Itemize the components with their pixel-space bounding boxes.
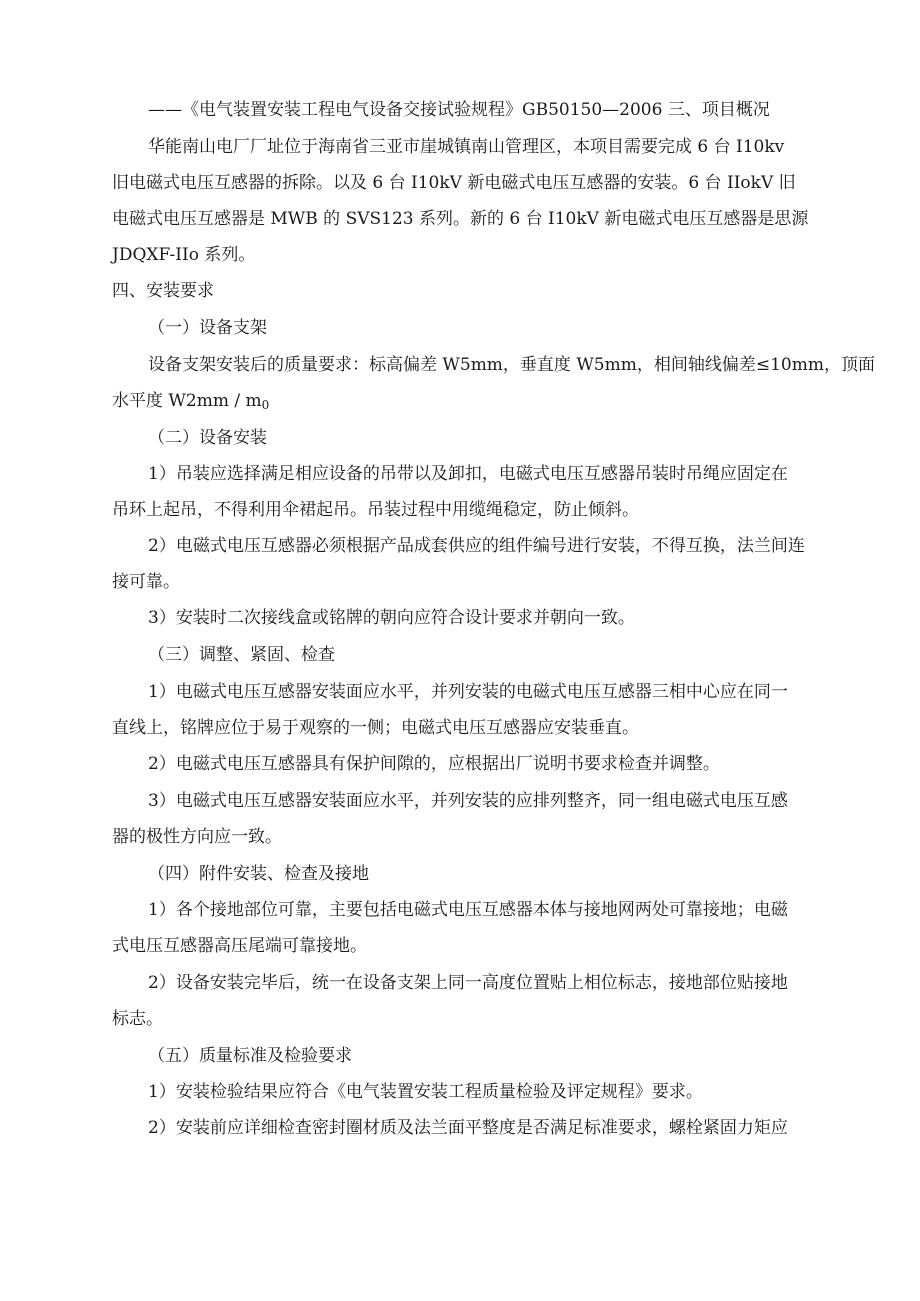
paragraph-line: 3）安装时二次接线盒或铭牌的朝向应符合设计要求并朝向一致。 (148, 608, 635, 628)
paragraph-line: 2）设备安装完毕后，统一在设备支架上同一高度位置贴上相位标志，接地部位贴接地 (148, 973, 788, 993)
subsection-heading: （四）附件安装、检查及接地 (148, 864, 369, 884)
subsection-heading: （三）调整、紧固、检查 (148, 645, 335, 665)
overview-paragraph-line-3: 电磁式电压互感器是 MWB 的 SVS123 系列。新的 6 台 I10kV 新电磁式电压互感器是思源 (112, 209, 809, 229)
text-run: 水平度 W2mm / m (112, 391, 262, 411)
paragraph-line: 3）电磁式电压互感器安装面应水平，并列安装的应排列整齐，同一组电磁式电压互感 (148, 791, 788, 811)
paragraph-line: 吊环上起吊，不得利用伞裙起吊。吊装过程中用缆绳稳定，防止倾斜。 (112, 500, 639, 520)
subsection-heading: （一）设备支架 (148, 318, 267, 338)
section-heading: 四、安装要求 (112, 281, 214, 301)
subsection-heading: （五）质量标准及检验要求 (148, 1046, 352, 1066)
reference-line: ——《电气装置安装工程电气设备交接试验规程》GB50150—2006 三、项目概况 (148, 100, 770, 120)
paragraph-line: 1）安装检验结果应符合《电气装置安装工程质量检验及评定规程》要求。 (148, 1082, 703, 1102)
paragraph-line: 1）电磁式电压互感器安装面应水平，并列安装的电磁式电压互感器三相中心应在同一 (148, 682, 788, 702)
overview-paragraph-line-1: 华能南山电厂厂址位于海南省三亚市崖城镇南山管理区，本项目需要完成 6 台 I10kv (148, 137, 785, 157)
paragraph-line: 器的极性方向应一致。 (112, 827, 282, 847)
subscript: 0 (261, 398, 270, 412)
paragraph-line: 设备支架安装后的质量要求：标高偏差 W5mm，垂直度 W5mm，相间轴线偏差≤10mm，顶面 (148, 355, 875, 375)
paragraph-line: 直线上，铭牌应位于易于观察的一侧；电磁式电压互感器应安装垂直。 (112, 718, 639, 738)
paragraph-line: 接可靠。 (112, 572, 180, 592)
overview-paragraph-line-2: 旧电磁式电压互感器的拆除。以及 6 台 I10kV 新电磁式电压互感器的安装。6 台 IIokV 旧 (112, 173, 796, 193)
paragraph-line: 1）吊装应选择满足相应设备的吊带以及卸扣，电磁式电压互感器吊装时吊绳应固定在 (148, 464, 788, 484)
paragraph-line: 2）电磁式电压互感器必须根据产品成套供应的组件编号进行安装，不得互换，法兰间连 (148, 536, 805, 556)
paragraph-line: 标志。 (112, 1009, 163, 1029)
paragraph-line: 1）各个接地部位可靠，主要包括电磁式电压互感器本体与接地网两处可靠接地；电磁 (148, 900, 788, 920)
subsection-heading: （二）设备安装 (148, 428, 267, 448)
paragraph-line (112, 383, 269, 423)
paragraph-line: 式电压互感器高压尾端可靠接地。 (112, 936, 367, 956)
paragraph-line: 2）安装前应详细检查密封圈材质及法兰面平整度是否满足标准要求，螺栓紧固力矩应 (148, 1118, 788, 1138)
paragraph-line: 2）电磁式电压互感器具有保护间隙的，应根据出厂说明书要求检查并调整。 (148, 754, 720, 774)
overview-paragraph-line-4: JDQXF-IIo 系列。 (112, 245, 256, 265)
